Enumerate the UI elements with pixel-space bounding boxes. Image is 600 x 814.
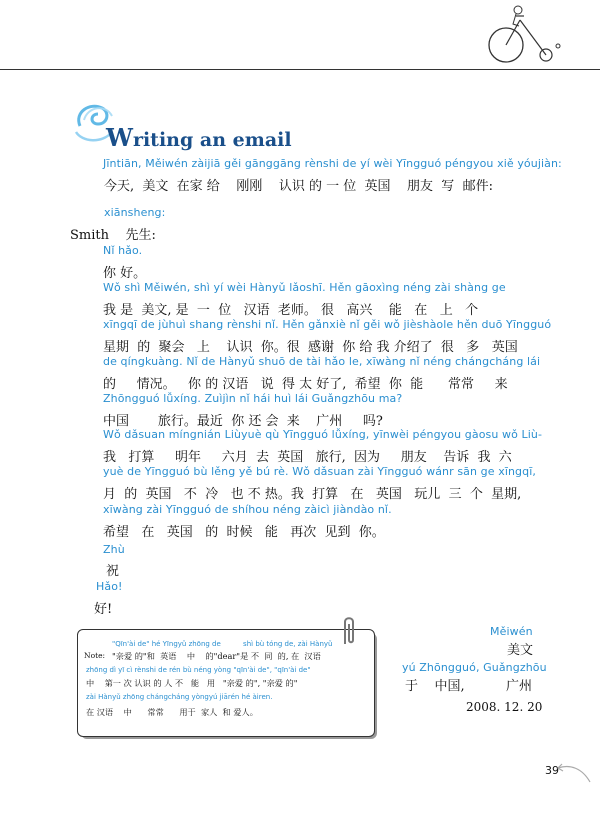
hanzi-line: 希望 在 英国 的 时候 能 再次 见到 你。 — [103, 525, 385, 540]
pinyin-line: Wǒ dǎsuan míngnián Liùyuè qù Yīngguó lǚxíng, yīnwèi péngyou gàosu wǒ Liù- — [103, 428, 543, 441]
section-title — [106, 123, 292, 152]
note-pinyin-line: zhōng dì yī cì rènshi de rén bù néng yòng "qīn'ài de", "qīn'ài de" — [86, 666, 311, 674]
pinyin-line: Nǐ hǎo. — [103, 244, 143, 257]
note-pinyin-line: zài Hànyǔ zhōng chángcháng yòngyú jiārén hé àiren. — [86, 693, 273, 701]
note-hanzi-line: 在 汉语 中 常常 用于 家人 和 爱人。 — [86, 707, 258, 717]
pinyin-line: Hǎo! — [96, 580, 123, 593]
hanzi-line: 月 的 英国 不 冷 也 不 热。我 打算 在 英国 玩儿 三 个 星期, — [103, 487, 522, 502]
pinyin-line: xiānsheng: — [104, 206, 166, 219]
note-hanzi-line: 中 第一 次 认识 的 人 不 能 用 "亲爱 的", "亲爱 的" — [86, 678, 298, 688]
hanzi-line: 你 好。 — [103, 266, 147, 281]
signature-place-pinyin: yú Zhōngguó, Guǎngzhōu — [402, 661, 547, 674]
signature-name: 美文 — [507, 643, 534, 658]
hanzi-line: 今天, 美文 在家 给 刚刚 认识 的 一 位 英国 朋友 写 邮件: — [104, 179, 493, 194]
note-hanzi-line: "亲爱 的"和 英语 中 的"dear"是 不 同 的, 在 汉语 — [112, 651, 321, 661]
pinyin-line: Jīntiān, Měiwén zàijiā gěi gānggāng rènshi de yí wèi Yīngguó péngyou xiě yóujiàn: — [103, 157, 562, 170]
signature-place: 于 中国, 广州 — [405, 679, 532, 694]
hanzi-line: 祝 — [106, 564, 120, 579]
pinyin-line: Wǒ shì Měiwén, shì yí wèi Hànyǔ lǎoshī. Hěn gāoxìng néng zài shàng ge — [103, 281, 506, 294]
hanzi-line: 的 情况。 你 的 汉语 说 得 太 好了, 希望 你 能 常常 来 — [103, 377, 508, 392]
note-pinyin-line: "Qīn'ài de" hé Yīngyǔ zhōng de shì bù tóng de, zài Hànyǔ — [112, 640, 333, 648]
pinyin-line: yuè de Yīngguó bù lěng yě bú rè. Wǒ dǎsuan zài Yīngguó wánr sān ge xīngqī, — [103, 465, 536, 478]
signature-date: 2008. 12. 20 — [466, 700, 543, 714]
pinyin-line: Zhù — [103, 543, 125, 556]
hanzi-line: 我 是 美文, 是 一 位 汉语 老师。 很 高兴 能 在 上 个 — [103, 303, 479, 318]
hanzi-line: 好! — [94, 602, 113, 617]
bicycle-illustration-icon — [486, 0, 572, 66]
pinyin-line: Zhōngguó lǚxíng. Zuìjìn nǐ hái huì lái Guǎngzhōu ma? — [103, 392, 403, 405]
paperclip-icon — [338, 614, 362, 648]
page-corner-curl-icon — [556, 762, 592, 786]
hanzi-line: Smith 先生: — [70, 228, 156, 243]
pinyin-line: xīngqī de jùhuì shang rènshi nǐ. Hěn gǎnxiè nǐ gěi wǒ jièshàole hěn duō Yīngguó — [103, 318, 552, 331]
pinyin-line: xīwàng zài Yīngguó de shíhou néng zàicì jiàndào nǐ. — [103, 503, 392, 516]
section-title-rest: riting an email — [132, 129, 292, 151]
header-rule — [0, 69, 600, 70]
note-box — [77, 629, 375, 737]
hanzi-line: 星期 的 聚会 上 认识 你。很 感谢 你 给 我 介绍了 很 多 英国 — [103, 340, 518, 355]
hanzi-line: 中国 旅行。最近 你 还 会 来 广州 吗? — [103, 414, 383, 429]
hanzi-line: 我 打算 明年 六月 去 英国 旅行, 因为 朋友 告诉 我 六 — [103, 450, 512, 465]
signature-name-pinyin: Měiwén — [490, 625, 533, 638]
note-label: Note: — [84, 651, 106, 660]
pinyin-line: de qíngkuàng. Nǐ de Hànyǔ shuō de tài hǎo le, xīwàng nǐ néng chángcháng lái — [103, 355, 541, 368]
section-title-initial: W — [106, 123, 133, 152]
page-number: 39 — [545, 764, 559, 777]
